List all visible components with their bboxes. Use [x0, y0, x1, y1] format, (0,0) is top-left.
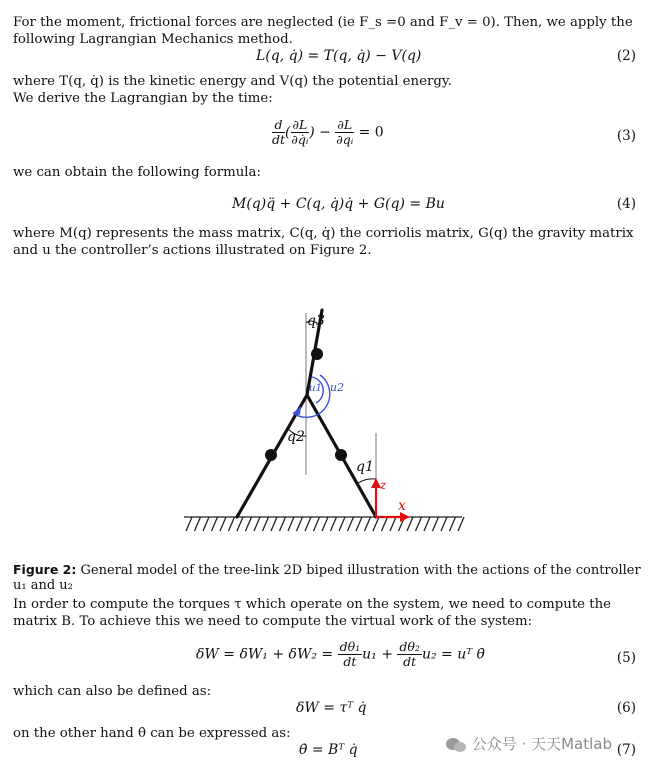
wechat-icon	[445, 737, 467, 753]
figure-caption-text: General model of the tree-link 2D biped illustration with the actions of the controller u₁ and u₂	[13, 563, 641, 593]
equation-2-number: (2)	[616, 48, 636, 64]
figure-caption-label: Figure 2:	[13, 562, 77, 577]
label-u1: u1	[309, 383, 322, 394]
watermark-text: 公众号 · 天天Matlab	[471, 735, 612, 753]
equation-2-body: L(q, q̇) = T(q, q̇) − V(q)	[256, 48, 422, 64]
paragraph-formula-intro: we can obtain the following formula:	[13, 165, 261, 180]
paragraph-theta-dot: on the other hand θ̇ can be expressed as:	[13, 726, 291, 741]
equation-4-number: (4)	[616, 196, 636, 212]
equation-6	[0, 700, 670, 722]
equation-3	[0, 118, 670, 156]
label-q3: q3	[307, 313, 325, 329]
paragraph-derive-lagrangian: We derive the Lagrangian by the time:	[13, 91, 273, 106]
eq3-frac-dl-dqdot: $\frac{\partial L}{\text{∂q̇ᵢ}}$	[291, 117, 309, 147]
equation-6-body: δW = τᵀ q̇	[296, 700, 367, 716]
equation-3-body: $\frac{d}{dt}$ ( $\frac{\partial L}{\text{∂q̇ᵢ}}$ ) − $\frac{\partial L}{\text{∂qᵢ}}$ = 0	[272, 117, 384, 147]
equation-7-number: (7)	[616, 742, 636, 758]
equation-5-body: δW = δW₁ + δW₂ = $\frac{\text{dθ₁}}{dt}$ u₁ + $\frac{\text{dθ₂}}{dt}$ u₂ = uᵀ θ̇	[196, 639, 485, 669]
label-z: z	[380, 478, 387, 492]
equation-2	[0, 48, 670, 70]
equation-4-body: M(q)q̈ + C(q, q̇)q̇ + G(q) = Bu	[232, 196, 445, 212]
ground-hatching	[184, 517, 464, 531]
equation-4	[0, 196, 670, 218]
paragraph-also-defined: which can also be defined as:	[13, 684, 212, 699]
equation-6-number: (6)	[616, 700, 636, 716]
equation-5-number: (5)	[616, 650, 636, 666]
label-q2: q2	[287, 429, 305, 445]
biped-figure	[170, 305, 480, 535]
paragraph-virtual-work: In order to compute the torques τ which operate on the system, we need to compute the matrix B. To achieve this we need to compute the virtual work of the system:	[13, 597, 612, 629]
equation-7-body: θ̇ = Bᵀ q̇	[299, 742, 358, 758]
wechat-watermark	[445, 733, 660, 757]
torso-mass	[311, 348, 323, 360]
paragraph-frictional-forces: For the moment, frictional forces are neglected (ie F_s =0 and F_v = 0). Then, we apply the following Lagrangian Mechanics method.	[13, 15, 633, 47]
eq5-frac-dtheta1: $\frac{\text{dθ₁}}{dt}$	[339, 639, 361, 669]
swing-leg-mass	[265, 449, 277, 461]
stance-leg-mass	[335, 449, 347, 461]
paragraph-matrix-definitions: where M(q) represents the mass matrix, C(q, q̇) the corriolis matrix, G(q) the gravity matrix and u the controller’s actions illustrated on Figure 2.	[13, 226, 634, 258]
label-x: x	[398, 498, 406, 514]
equation-3-number: (3)	[616, 128, 636, 144]
eq3-frac-d-dt: $\frac{d}{dt}$	[272, 117, 286, 147]
figure-caption	[13, 562, 653, 593]
q1-arc	[358, 479, 376, 483]
label-u2: u2	[330, 381, 345, 394]
equation-5	[0, 640, 670, 676]
eq3-frac-dl-dq: $\frac{\partial L}{\text{∂qᵢ}}$	[336, 117, 354, 147]
paragraph-energy-definition: where T(q, q̇) is the kinetic energy and V(q) the potential energy.	[13, 74, 452, 89]
eq5-frac-dtheta2: $\frac{\text{dθ₂}}{dt}$	[399, 639, 420, 669]
label-q1: q1	[356, 459, 374, 475]
